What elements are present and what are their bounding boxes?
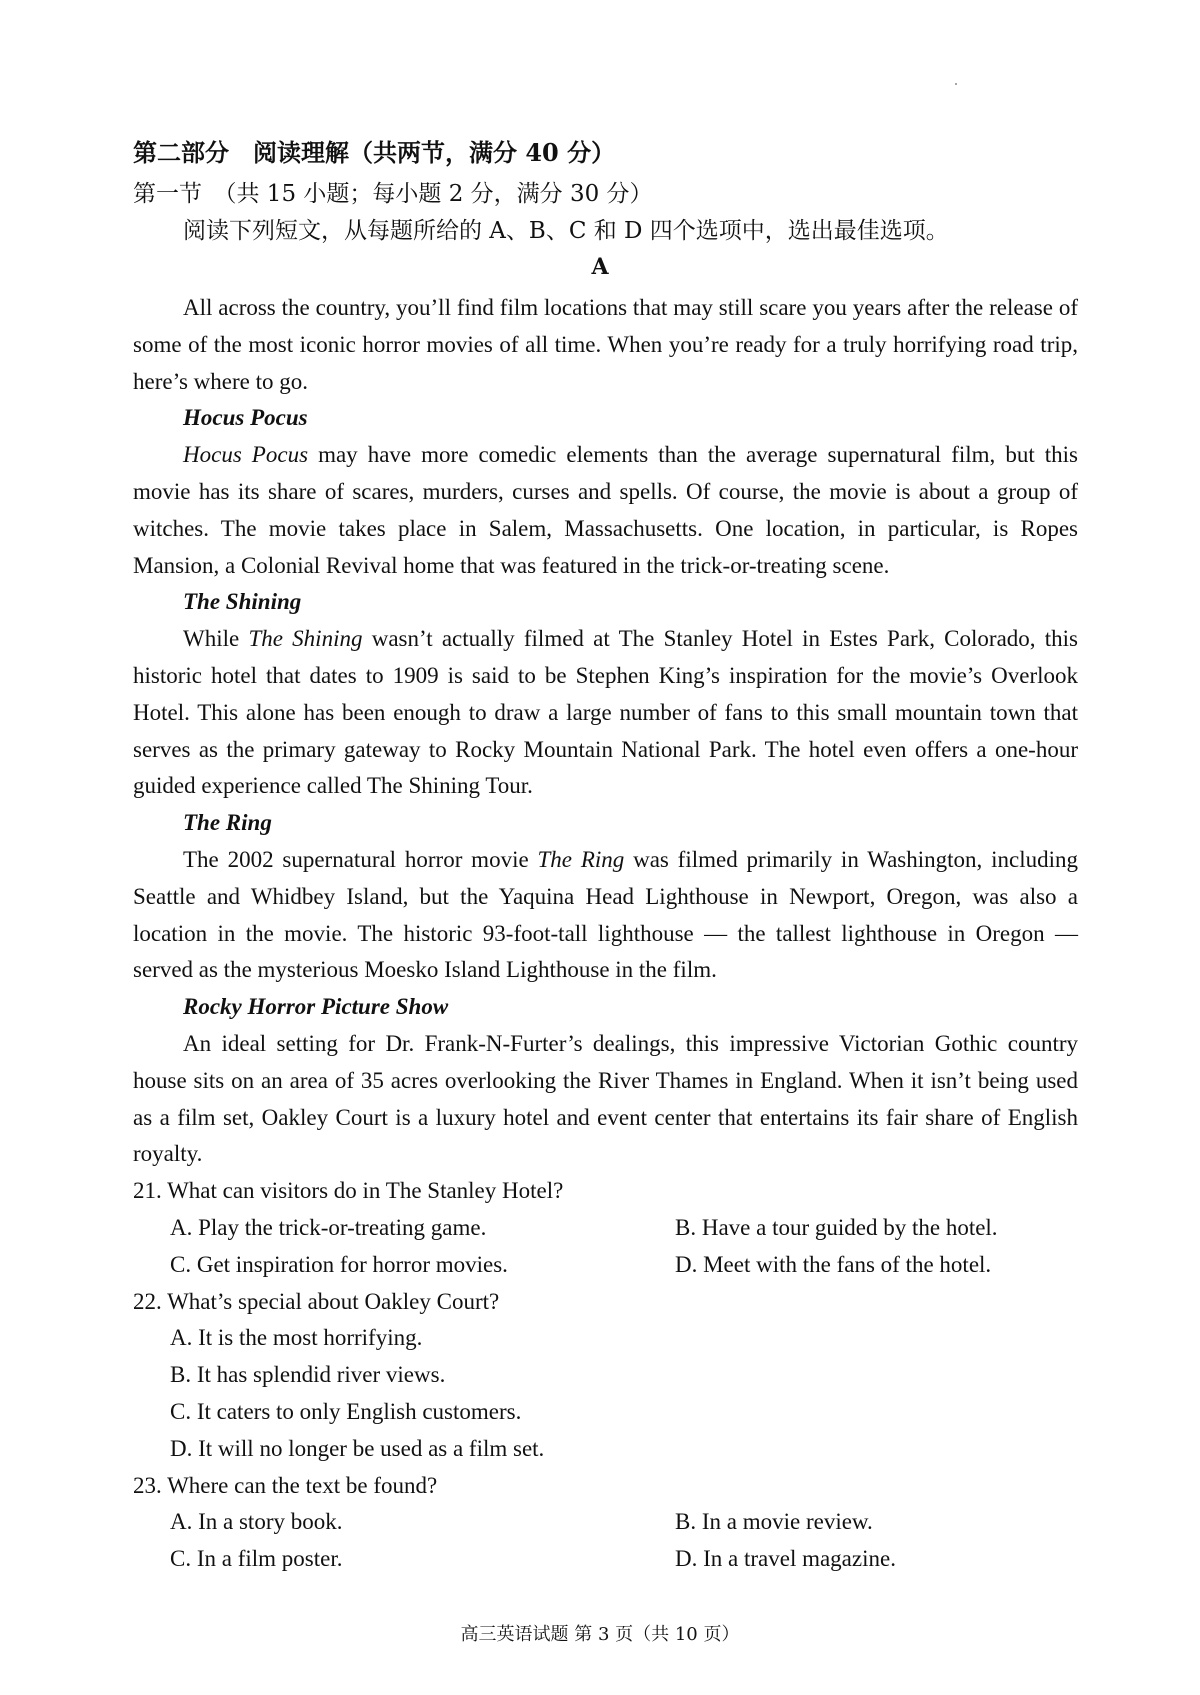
passage-content xyxy=(133,290,1078,1578)
option-23-b[interactable]: B. In a movie review. xyxy=(675,1509,873,1535)
option-21-c[interactable]: C. Get inspiration for horror movies. xyxy=(170,1251,508,1277)
section-title: 第二部分 阅读理解（共两节，满分 40 分） xyxy=(133,138,616,167)
body-text: may have more comedic elements than the average supernatural film, but this movie has its share of scares, murders, curses and spells. Of course, the movie is about a group of witches. The movie takes place in Salem, Massachusetts. One location, in particular, is Ropes Mansion, a Colonial Revival home that was featured in the trick-or-treating scene. xyxy=(133,442,1078,578)
section-heading-the-ring: The Ring xyxy=(183,810,272,836)
option-21-a[interactable]: A. Play the trick-or-treating game. xyxy=(170,1214,487,1240)
question-23-options-row-2 xyxy=(133,1541,1078,1578)
body-text-pre: While xyxy=(183,626,249,652)
film-title: Hocus Pocus xyxy=(183,442,309,468)
film-title: The Shining xyxy=(248,626,363,652)
question-21-options-row-2 xyxy=(133,1247,1078,1284)
option-22-c[interactable]: C. It caters to only English customers. xyxy=(170,1398,522,1424)
option-21-b[interactable]: B. Have a tour guided by the hotel. xyxy=(675,1214,998,1240)
option-22-d[interactable]: D. It will no longer be used as a film set. xyxy=(170,1435,545,1461)
section-heading-hocus-pocus: Hocus Pocus xyxy=(183,405,308,431)
section-body-hocus-pocus xyxy=(133,437,1078,584)
option-22-a[interactable]: A. It is the most horrifying. xyxy=(170,1325,423,1351)
question-23-stem: 23. Where can the text be found? xyxy=(133,1472,438,1498)
film-title: The Ring xyxy=(537,846,625,872)
passage-label: A xyxy=(591,254,609,280)
option-23-a[interactable]: A. In a story book. xyxy=(170,1509,343,1535)
page-footer: 高三英语试题 第 3 页（共 10 页） xyxy=(460,1624,740,1645)
question-21-stem: 21. What can visitors do in The Stanley Hotel? xyxy=(133,1178,564,1204)
section-heading-the-shining: The Shining xyxy=(183,589,302,615)
section-body-the-ring xyxy=(133,842,1078,989)
intro-paragraph: All across the country, you’ll find film locations that may still scare you years after the release of some of the most iconic horror movies of all time. When you’re ready for a truly horrifying road trip, here’s where to go. xyxy=(133,295,1078,394)
question-23-options-row-1 xyxy=(133,1504,1078,1541)
option-23-d[interactable]: D. In a travel magazine. xyxy=(675,1546,896,1572)
instruction-text: 阅读下列短文，从每题所给的 A、B、C 和 D 四个选项中，选出最佳选项。 xyxy=(183,218,949,244)
option-23-c[interactable]: C. In a film poster. xyxy=(170,1546,343,1572)
question-21-options-row-1 xyxy=(133,1210,1078,1247)
scan-speck xyxy=(955,83,957,85)
body-text: wasn’t actually filmed at The Stanley Hotel in Estes Park, Colorado, this historic hotel that dates to 1909 is said to be Stephen King’s inspiration for the movie’s Overlook Hotel. This alone has been enough to draw a large number of fans to this small mountain town that serves as the primary gateway to Rocky Mountain National Park. The hotel even offers a one-hour guided experience called The Shining Tour. xyxy=(133,626,1079,799)
section-heading-rocky-horror: Rocky Horror Picture Show xyxy=(183,994,449,1020)
body-text: was filmed primarily in Washington, including Seattle and Whidbey Island, but the Yaquina Head Lighthouse in Newport, Oregon, was also a location in the movie. The historic 93-foot-tall lighthouse — the tallest lighthouse in Oregon — served as the mysterious Moesko Island Lighthouse in the film. xyxy=(133,846,1078,983)
option-21-d[interactable]: D. Meet with the fans of the hotel. xyxy=(675,1251,992,1277)
section-body-rocky-horror: An ideal setting for Dr. Frank-N-Furter’s dealings, this impressive Victorian Gothic country house sits on an area of 35 acres overlooking the River Thames in England. When it isn’t being used as a film set, Oakley Court is a luxury hotel and event center that entertains its fair share of English royalty. xyxy=(133,1030,1078,1167)
option-22-b[interactable]: B. It has splendid river views. xyxy=(170,1362,446,1388)
body-text-pre: The 2002 supernatural horror movie xyxy=(183,846,538,872)
question-22-stem: 22. What’s special about Oakley Court? xyxy=(133,1288,500,1314)
subsection-title: 第一节 （共 15 小题；每小题 2 分，满分 30 分） xyxy=(133,181,653,207)
section-body-the-shining xyxy=(133,621,1078,805)
